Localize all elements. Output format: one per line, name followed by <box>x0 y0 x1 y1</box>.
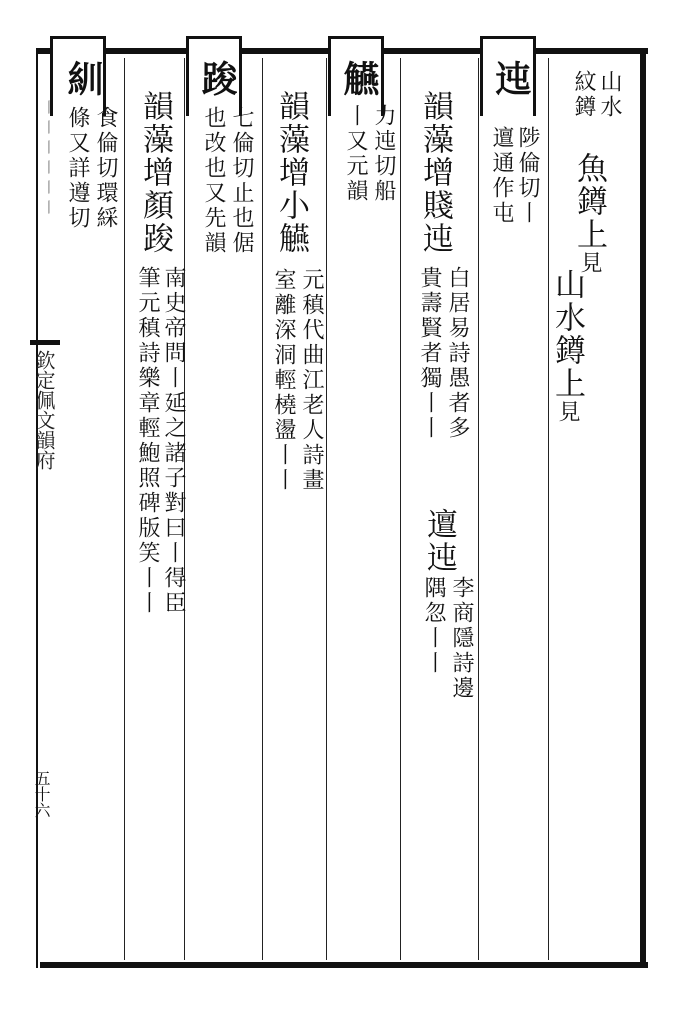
head-character: 紃 <box>62 60 104 98</box>
citation-left: 筆元稹詩樂章輕鮑照碑版笑丨丨 <box>135 266 160 616</box>
citation-left: 室離深洞輕橈盪丨丨 <box>271 268 296 493</box>
column-4 <box>330 60 400 940</box>
gloss-right: 力迍切船 <box>371 104 396 204</box>
margin-title: 欽定佩文韻府 <box>32 350 56 470</box>
column-separator <box>262 58 263 960</box>
gloss-left: 條又詳遵切 <box>65 106 90 231</box>
entry-term: 邅迍 <box>421 508 457 574</box>
gloss-left: 邅通作屯 <box>489 126 514 226</box>
column-1 <box>549 70 642 950</box>
gloss-right: 七倫切止也倨 <box>229 106 254 256</box>
citation-right-2: 李商隱詩邊 <box>449 576 474 701</box>
column-7 <box>128 90 184 950</box>
head-character: 迍 <box>490 60 532 98</box>
column-separator <box>478 58 479 960</box>
citation-right: 元稹代曲江老人詩畫 <box>299 268 324 493</box>
column-6 <box>190 60 262 940</box>
entry-heading: 韻藻增賤迍 <box>417 90 453 255</box>
gloss-left: 丨又元韻 <box>343 104 368 204</box>
gloss-right: 食倫切環綵 <box>93 106 118 231</box>
column-separator <box>124 58 125 960</box>
entry-heading: 韻藻增顏踆 <box>137 90 173 255</box>
text-main-2: 山水鐏上見 <box>549 268 585 425</box>
frame-bottom-border <box>40 962 648 968</box>
citation-left-2: 隅忽丨丨 <box>421 576 446 676</box>
head-character: 踆 <box>196 60 238 98</box>
gloss-right: 陟倫切丨 <box>515 126 540 226</box>
note-left: 紋鐏 <box>571 70 596 120</box>
margin-ticks: 丨丨丨丨丨丨 <box>40 100 56 220</box>
column-2 <box>484 60 548 940</box>
gloss-left: 也改也又先韻 <box>201 106 226 256</box>
entry-heading: 韻藻增小觾 <box>273 90 309 255</box>
citation-left: 貴壽賢者獨丨丨 <box>417 266 442 441</box>
column-separator <box>400 58 401 960</box>
column-separator <box>326 58 327 960</box>
citation-right: 南史帝問丨延之諸子對曰丨得臣 <box>161 266 186 616</box>
column-3 <box>404 90 478 950</box>
citation-right: 白居易詩愚者多 <box>445 266 470 441</box>
page-number: 五十六 <box>32 770 51 818</box>
column-5 <box>264 90 326 950</box>
text-main: 魚鐏上見 <box>571 152 607 276</box>
head-character: 觾 <box>338 60 380 98</box>
note-right: 山水 <box>597 70 622 120</box>
column-8 <box>56 60 124 940</box>
column-separator <box>548 58 549 960</box>
